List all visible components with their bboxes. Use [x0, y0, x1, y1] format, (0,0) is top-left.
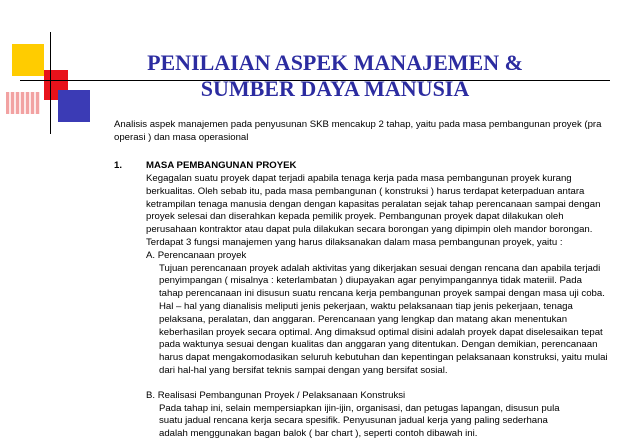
spacer	[114, 378, 624, 390]
decor-pink-stripes	[6, 92, 40, 114]
intro-line-1: Analisis aspek manajemen pada penyusunan SKB mencakup 2 tahap, yaitu pada masa pembangunan proyek (pra	[114, 119, 602, 130]
subsection-a-line: pelaksana, peralatan, dan anggaran. Perencanaan yang lengkap dan matang akan menentukan	[159, 313, 568, 325]
decor-vertical-line	[50, 32, 51, 134]
subsection-a-line: pada waktunya sesuai dengan kualitas dan anggaran yang ditentukan. Dengan demikian, perencanaan	[159, 339, 598, 351]
paragraph-2: Terdapat 3 fungsi manajemen yang harus dilaksanakan dalam masa pembangunan proyek, yaitu :	[146, 236, 563, 248]
paragraph-1-line: Kegagalan suatu proyek dapat terjadi apabila tenaga kerja pada masa pembangunan proyek kurang	[146, 173, 572, 184]
subsection-a-line: tahap perencanaan ini disusun suatu rencana kerja pembangunan proyek sampai dengan masa uji coba.	[159, 288, 605, 300]
decor-blue-square	[58, 90, 90, 122]
subsection-a-heading: A. Perencanaan proyek	[146, 249, 247, 261]
subsection-b-line: suatu jadual rencana kerja secara spesifik. Penyusunan jadual kerja yang paling sederhana	[159, 415, 548, 427]
slide-title-line-2: SUMBER DAYA MANUSIA	[200, 76, 470, 101]
subsection-a-body	[159, 263, 624, 378]
paragraph-1	[146, 173, 624, 237]
subsection-a-line: Hal – hal yang dianalisis meliputi jenis pekerjaan, waktu pelaksanaan tiap jenis pekerjaan, tenaga	[159, 300, 573, 312]
section-content	[114, 160, 624, 441]
subsection-b-line: adalah menggunakan bagan balok ( bar chart ), seperti contoh dibawah ini.	[159, 428, 478, 440]
intro-text	[114, 118, 614, 144]
paragraph-1-line: proyek selesai dan diserahkan kepada pemilik proyek. Pembangunan proyek dapat dilakukan oleh	[146, 211, 564, 223]
subsection-a-line: penyimpangan ( misalnya : keterlambatan ) diupayakan agar penyimpangannya tidak materiil. Pada	[159, 275, 582, 287]
slide-title	[100, 50, 570, 102]
subsection-a-line: dari hal-hal yang bersifat teknis sampai dengan yang bersifat sosial.	[159, 364, 448, 376]
subsection-b-heading: B. Realisasi Pembangunan Proyek / Pelaksanaan Konstruksi	[146, 389, 406, 401]
subsection-b-body	[159, 403, 624, 441]
decor-yellow-square	[12, 44, 44, 76]
section-title: MASA PEMBANGUNAN PROYEK	[146, 160, 297, 171]
paragraph-1-line: ketrampilan tenaga manusia dengan dengan kapasitas peralatan sejak tahap perencanaan sampai dengan	[146, 198, 601, 210]
paragraph-1-line: perusahaan kontraktor atau dapat pula dilakukan secara borongan yang dipimpin oleh mandor borongan.	[146, 224, 593, 236]
slide-title-line-1: PENILAIAN ASPEK MANAJEMEN &	[147, 50, 523, 75]
section-heading	[114, 160, 624, 173]
paragraph-1-line: berkualitas. Oleh sebab itu, pada masa pembangunan ( konstruksi ) harus terdapat keterpaduan antara	[146, 185, 585, 197]
subsection-a-line: Tujuan perencanaan proyek adalah aktivitas yang dikerjakan sesuai dengan rencana dan apabila terjadi	[159, 262, 601, 274]
subsection-b-line: Pada tahap ini, selain mempersiapkan ijin-ijin, organisasi, dan petugas lapangan, disusun pula	[159, 402, 560, 414]
intro-line-2: operasi ) dan masa operasional	[114, 132, 249, 143]
subsection-a-line: keberhasilan proyek secara optimal. Ang dimaksud optimal disini adalah proyek dapat diselesaikan tepat	[159, 326, 603, 338]
subsection-a-line: harus dapat mengakomodasikan seluruh kebutuhan dan kepentingan pelaksanaan konstruksi, yaitu mulai	[159, 352, 608, 364]
section-number: 1.	[114, 160, 123, 171]
